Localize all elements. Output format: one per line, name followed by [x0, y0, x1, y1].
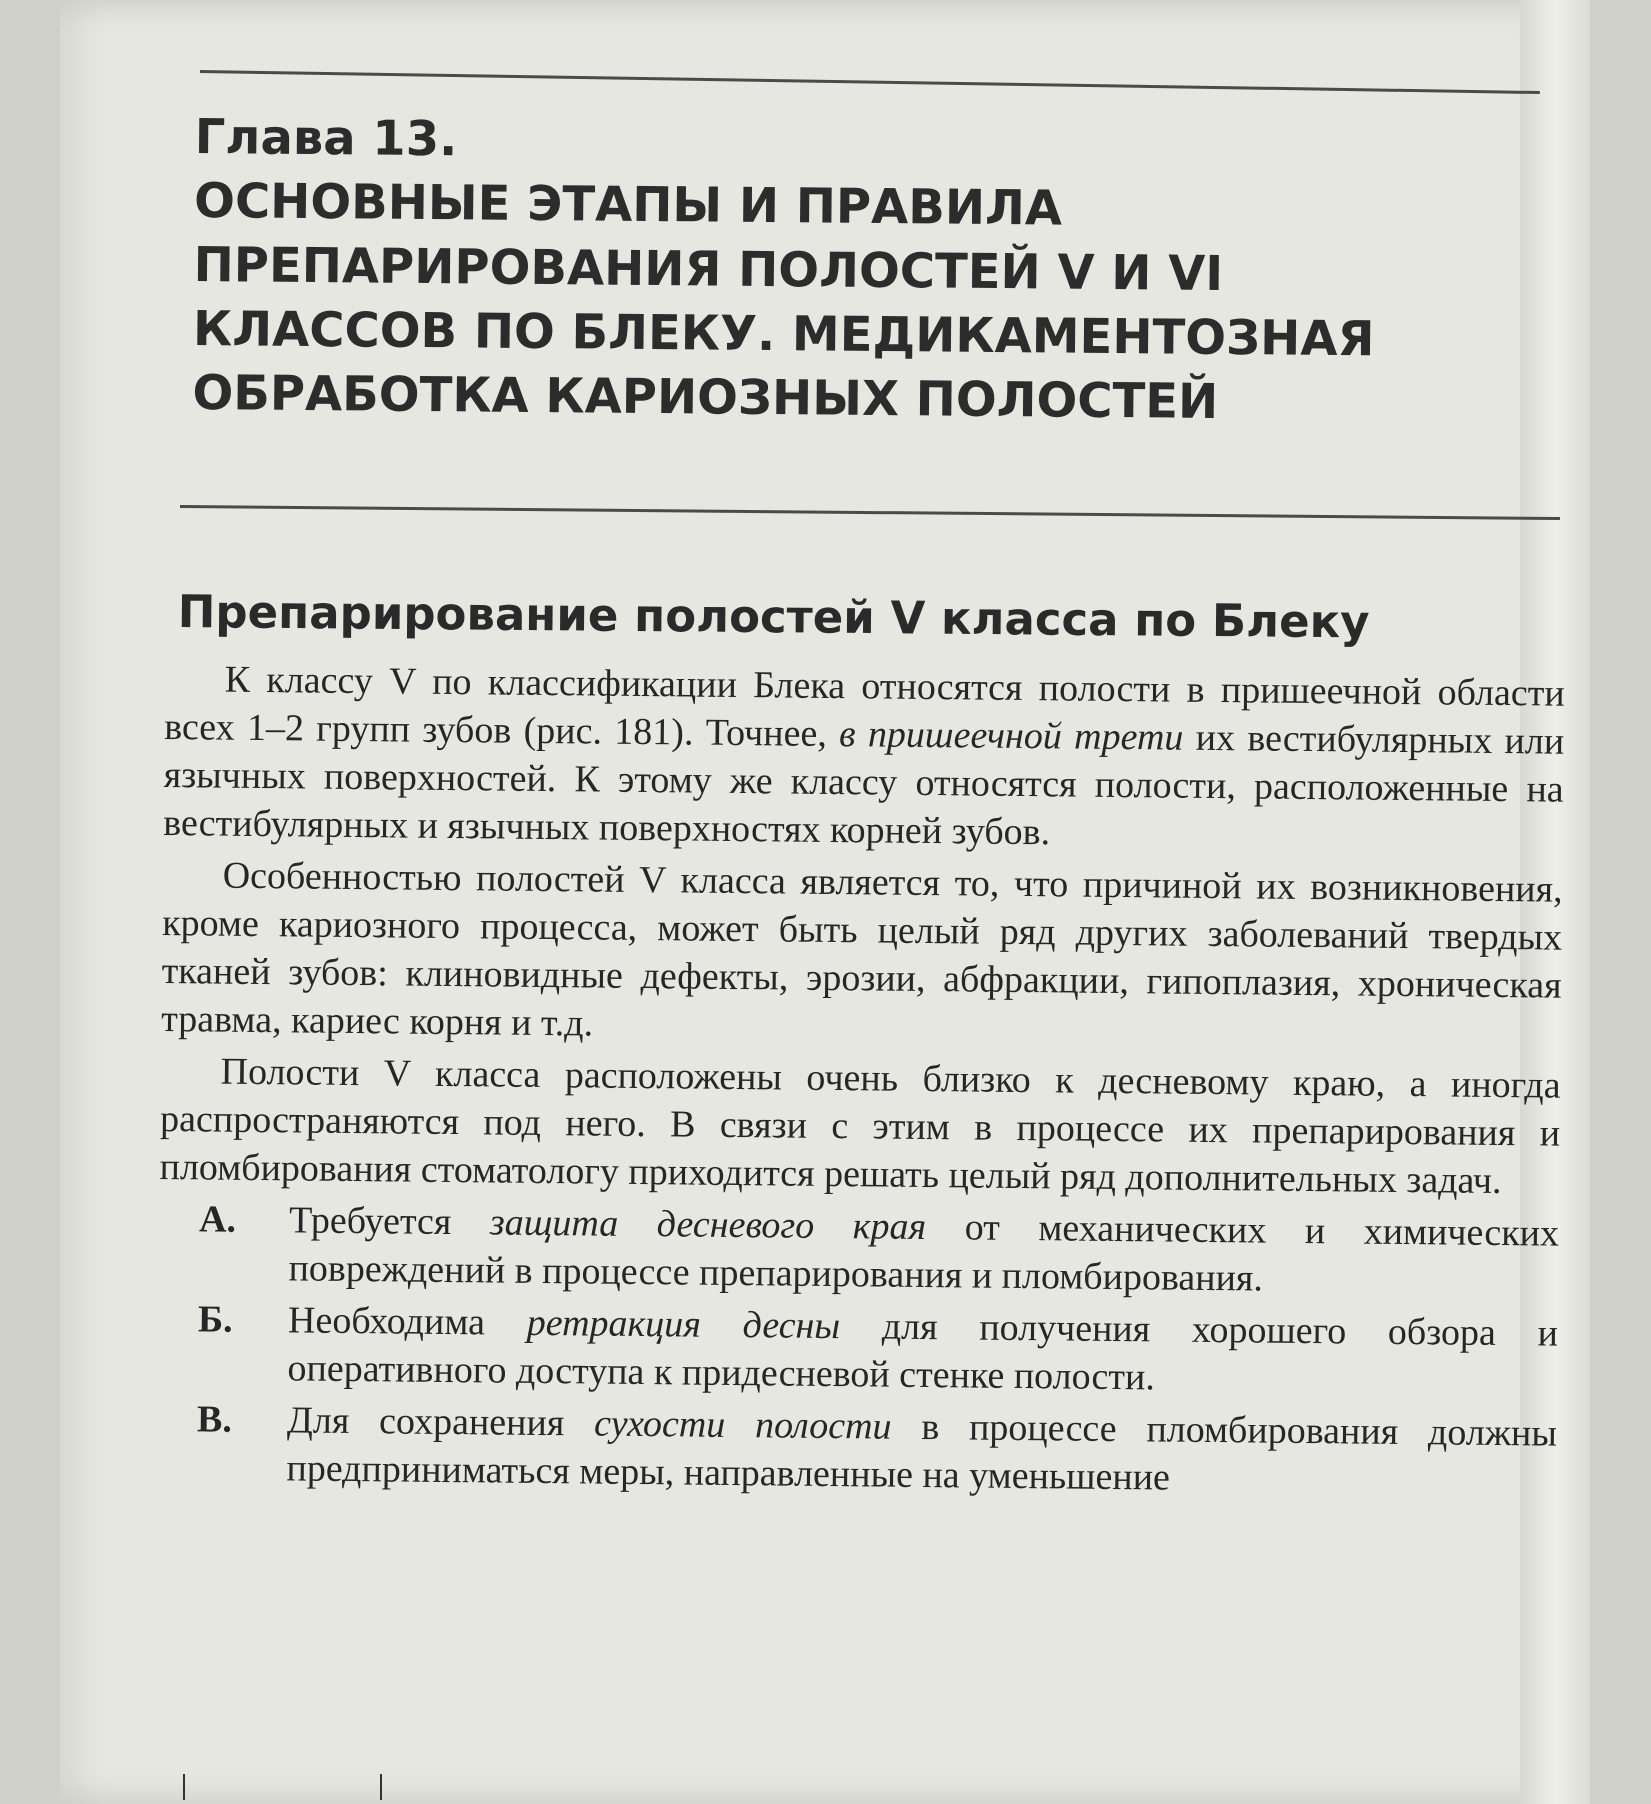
chapter-title-line-4: ОБРАБОТКА КАРИОЗНЫХ ПОЛОСТЕЙ: [192, 364, 1219, 430]
chapter-title-line-3: КЛАССОВ ПО БЛЕКУ. МЕДИКАМЕНТОЗНАЯ: [192, 300, 1375, 368]
paragraph-1: [163, 655, 1565, 862]
list-letter-b: Б.: [197, 1298, 233, 1341]
chapter-title-line-1: ОСНОВНЫЕ ЭТАПЫ И ПРАВИЛА: [193, 172, 1063, 237]
list-item-b-after: для получения хорошего обзора и оперативного доступа к придесневой стенке полости.: [287, 1305, 1559, 1399]
chapter-heading: [192, 105, 1575, 437]
list-letter-c: В.: [196, 1398, 233, 1441]
list-item-a-before: Требуется: [288, 1199, 491, 1244]
list-item-b-before: Необходима: [287, 1299, 527, 1344]
task-list: [156, 1195, 1559, 1506]
list-item-c-before: Для сохранения: [286, 1399, 595, 1445]
list-item-a-emphasis: защита десневого края: [489, 1201, 927, 1249]
footer-mark-right: [380, 1774, 382, 1800]
paragraph-2: Особенностью полостей V класса является то, что причиной их возникновения, кроме кариозного процесса, может быть целый ряд других заболеваний твердых тканей зубов: клиновидные дефекты, эрозии, абфракции, гипоплазия, хроническая травма, кариес корня и т.д.: [160, 854, 1563, 1045]
list-item-c-after: в процессе пломбирования должны предприниматься меры, направленные на уменьшение: [286, 1405, 1558, 1499]
chapter-number: Глава 13.: [194, 108, 458, 168]
list-item-c: [156, 1395, 1557, 1506]
list-item-b-emphasis: ретракция десны: [526, 1301, 841, 1348]
section-title: Препарирование полостей V класса по Блеку: [177, 585, 1370, 649]
list-item-c-emphasis: сухости полости: [593, 1402, 892, 1448]
list-item-a-after: от механических и химических повреждений в процессе препарирования и пломбирования.: [288, 1206, 1560, 1300]
paragraph-1-emphasis: в пришеечной трети: [838, 713, 1184, 759]
paragraph-1-text-a: К классу V по классификации Блека относятся полости в пришеечной области всех 1–2 групп зубов (рис. 181). Точнее,: [164, 658, 1565, 756]
chapter-title-line-2: ПРЕПАРИРОВАНИЯ ПОЛОСТЕЙ V И VI: [193, 236, 1224, 302]
list-item-b: [157, 1295, 1558, 1406]
list-item-a: [158, 1195, 1559, 1306]
body-text: [156, 655, 1565, 1510]
paragraph-1-text-b: их вестибулярных или язычных поверхностей. К этому же классу относятся полости, расположенные на вестибулярных и язычных поверхностях корней зубов.: [163, 716, 1565, 854]
footer-mark-left: [183, 1774, 185, 1800]
list-letter-a: А.: [198, 1198, 237, 1241]
paragraph-3: Полости V класса расположены очень близко к десневому краю, а иногда распространяются под него. В связи с этим в процессе их препарирования и пломбирования стоматологу приходится решать целый ряд дополнительных задач.: [159, 1050, 1561, 1203]
